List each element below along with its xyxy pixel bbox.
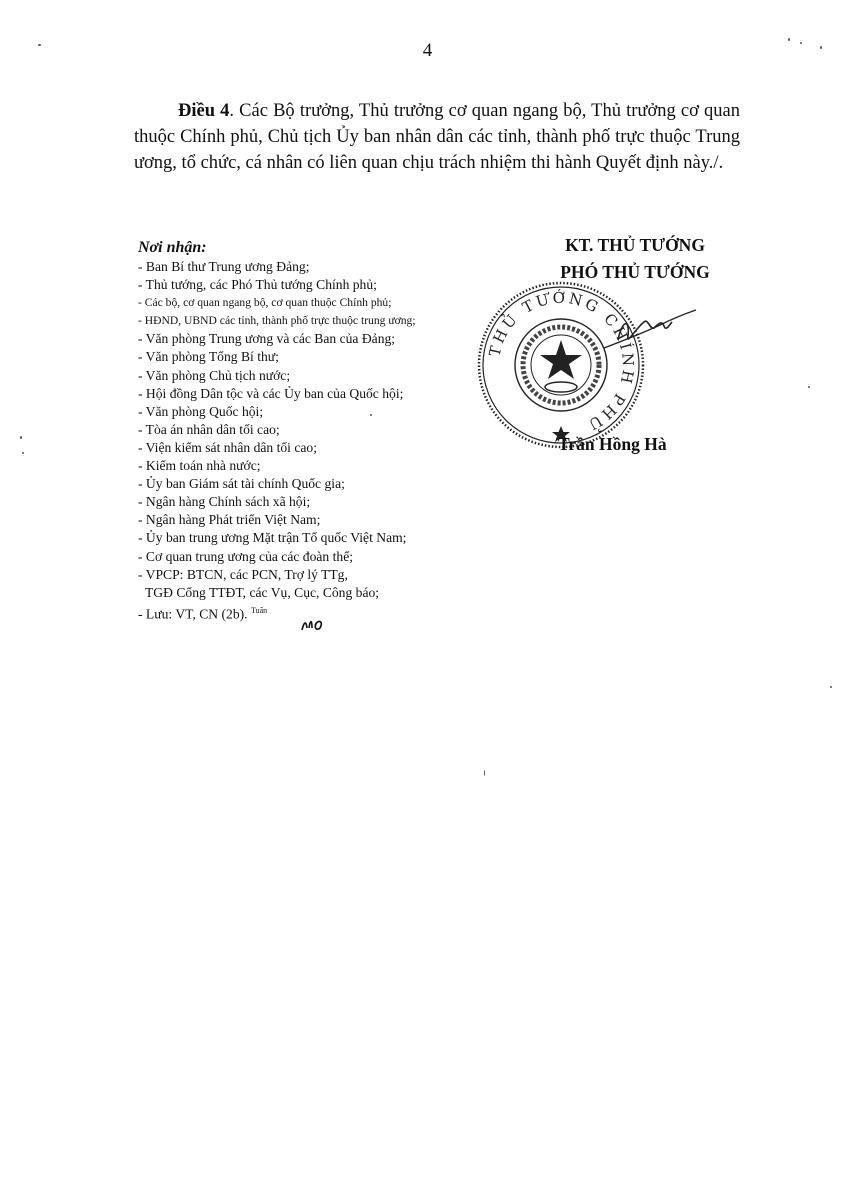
- recipient-item: - Ban Bí thư Trung ương Đảng;: [138, 259, 310, 274]
- recipient-item: - Ngân hàng Phát triển Việt Nam;: [138, 512, 321, 528]
- recipient-item: - Hội đồng Dân tộc và các Ủy ban của Quốc hội;: [138, 385, 404, 401]
- recipient-item: - Các bộ, cơ quan ngang bộ, cơ quan thuộc Chính phủ;: [138, 296, 392, 310]
- scan-speck: [370, 414, 372, 416]
- recipient-item: - Kiểm toán nhà nước;: [138, 458, 261, 474]
- recipient-item: - Tòa án nhân dân tối cao;: [138, 421, 280, 437]
- signature-title-line1: KT. THỦ TƯỚNG: [565, 235, 705, 255]
- scan-speck: [484, 770, 485, 776]
- author-note: Tuấn: [250, 605, 268, 615]
- recipient-item: - VPCP: BTCN, các PCN, Trợ lý TTg,: [138, 566, 348, 582]
- article-label: Điều 4: [178, 101, 230, 121]
- recipient-item: - Văn phòng Chủ tịch nước;: [138, 367, 291, 383]
- recipient-item: - Thủ tướng, các Phó Thủ tướng Chính phủ;: [138, 277, 377, 293]
- recipient-item: TGĐ Cổng TTĐT, các Vụ, Cục, Công báo;: [145, 584, 380, 600]
- archive-text: - Lưu: VT, CN (2b).: [138, 606, 248, 622]
- seal-text: THỦ TƯỚNG CHÍNH PHỦ: [485, 288, 638, 435]
- recipient-item: - HĐND, UBND các tỉnh, thành phố trực thuộc trung ương;: [138, 314, 416, 328]
- scan-speck: [788, 38, 790, 41]
- scan-speck: [830, 686, 832, 688]
- scan-speck: [22, 452, 24, 454]
- signature-block: [520, 232, 750, 286]
- signer-name: Trần Hồng Hà: [558, 434, 667, 454]
- handwritten-signature: [600, 300, 700, 360]
- scan-speck: [820, 46, 822, 49]
- recipients-block: [138, 238, 478, 623]
- recipients-list: [138, 258, 478, 623]
- article-paragraph: [134, 98, 740, 176]
- recipient-item: - Ngân hàng Chính sách xã hội;: [138, 494, 311, 510]
- scan-speck: [38, 44, 41, 46]
- recipient-item: - Văn phòng Quốc hội;: [138, 403, 264, 419]
- scan-speck: [808, 386, 810, 388]
- handwritten-initials: [300, 616, 326, 632]
- recipients-title: Nơi nhận:: [138, 239, 207, 256]
- article-text: . Các Bộ trưởng, Thủ trưởng cơ quan ngang bộ, Thủ trưởng cơ quan thuộc Chính phủ, Chủ tịch Ủy ban nhân dân các tỉnh, thành phố trực thuộc Trung ương, tổ chức, cá nhân có liên quan chịu trách nhiệm thi hành Quyết định này./.: [134, 101, 740, 173]
- signature-title-line2: PHÓ THỦ TƯỚNG: [560, 262, 710, 282]
- recipient-item: - Cơ quan trung ương của các đoàn thể;: [138, 548, 354, 564]
- scan-speck: [800, 42, 802, 44]
- scan-speck: [20, 436, 22, 439]
- recipient-item: - Viện kiểm sát nhân dân tối cao;: [138, 439, 318, 455]
- recipient-item: - Ủy ban trung ương Mặt trận Tổ quốc Việt Nam;: [138, 530, 407, 546]
- recipient-item: - Văn phòng Trung ương và các Ban của Đảng;: [138, 331, 396, 347]
- recipient-item: - Ủy ban Giám sát tài chính Quốc gia;: [138, 476, 345, 492]
- recipient-item: - Văn phòng Tổng Bí thư;: [138, 349, 279, 365]
- page-number: 4: [422, 40, 433, 61]
